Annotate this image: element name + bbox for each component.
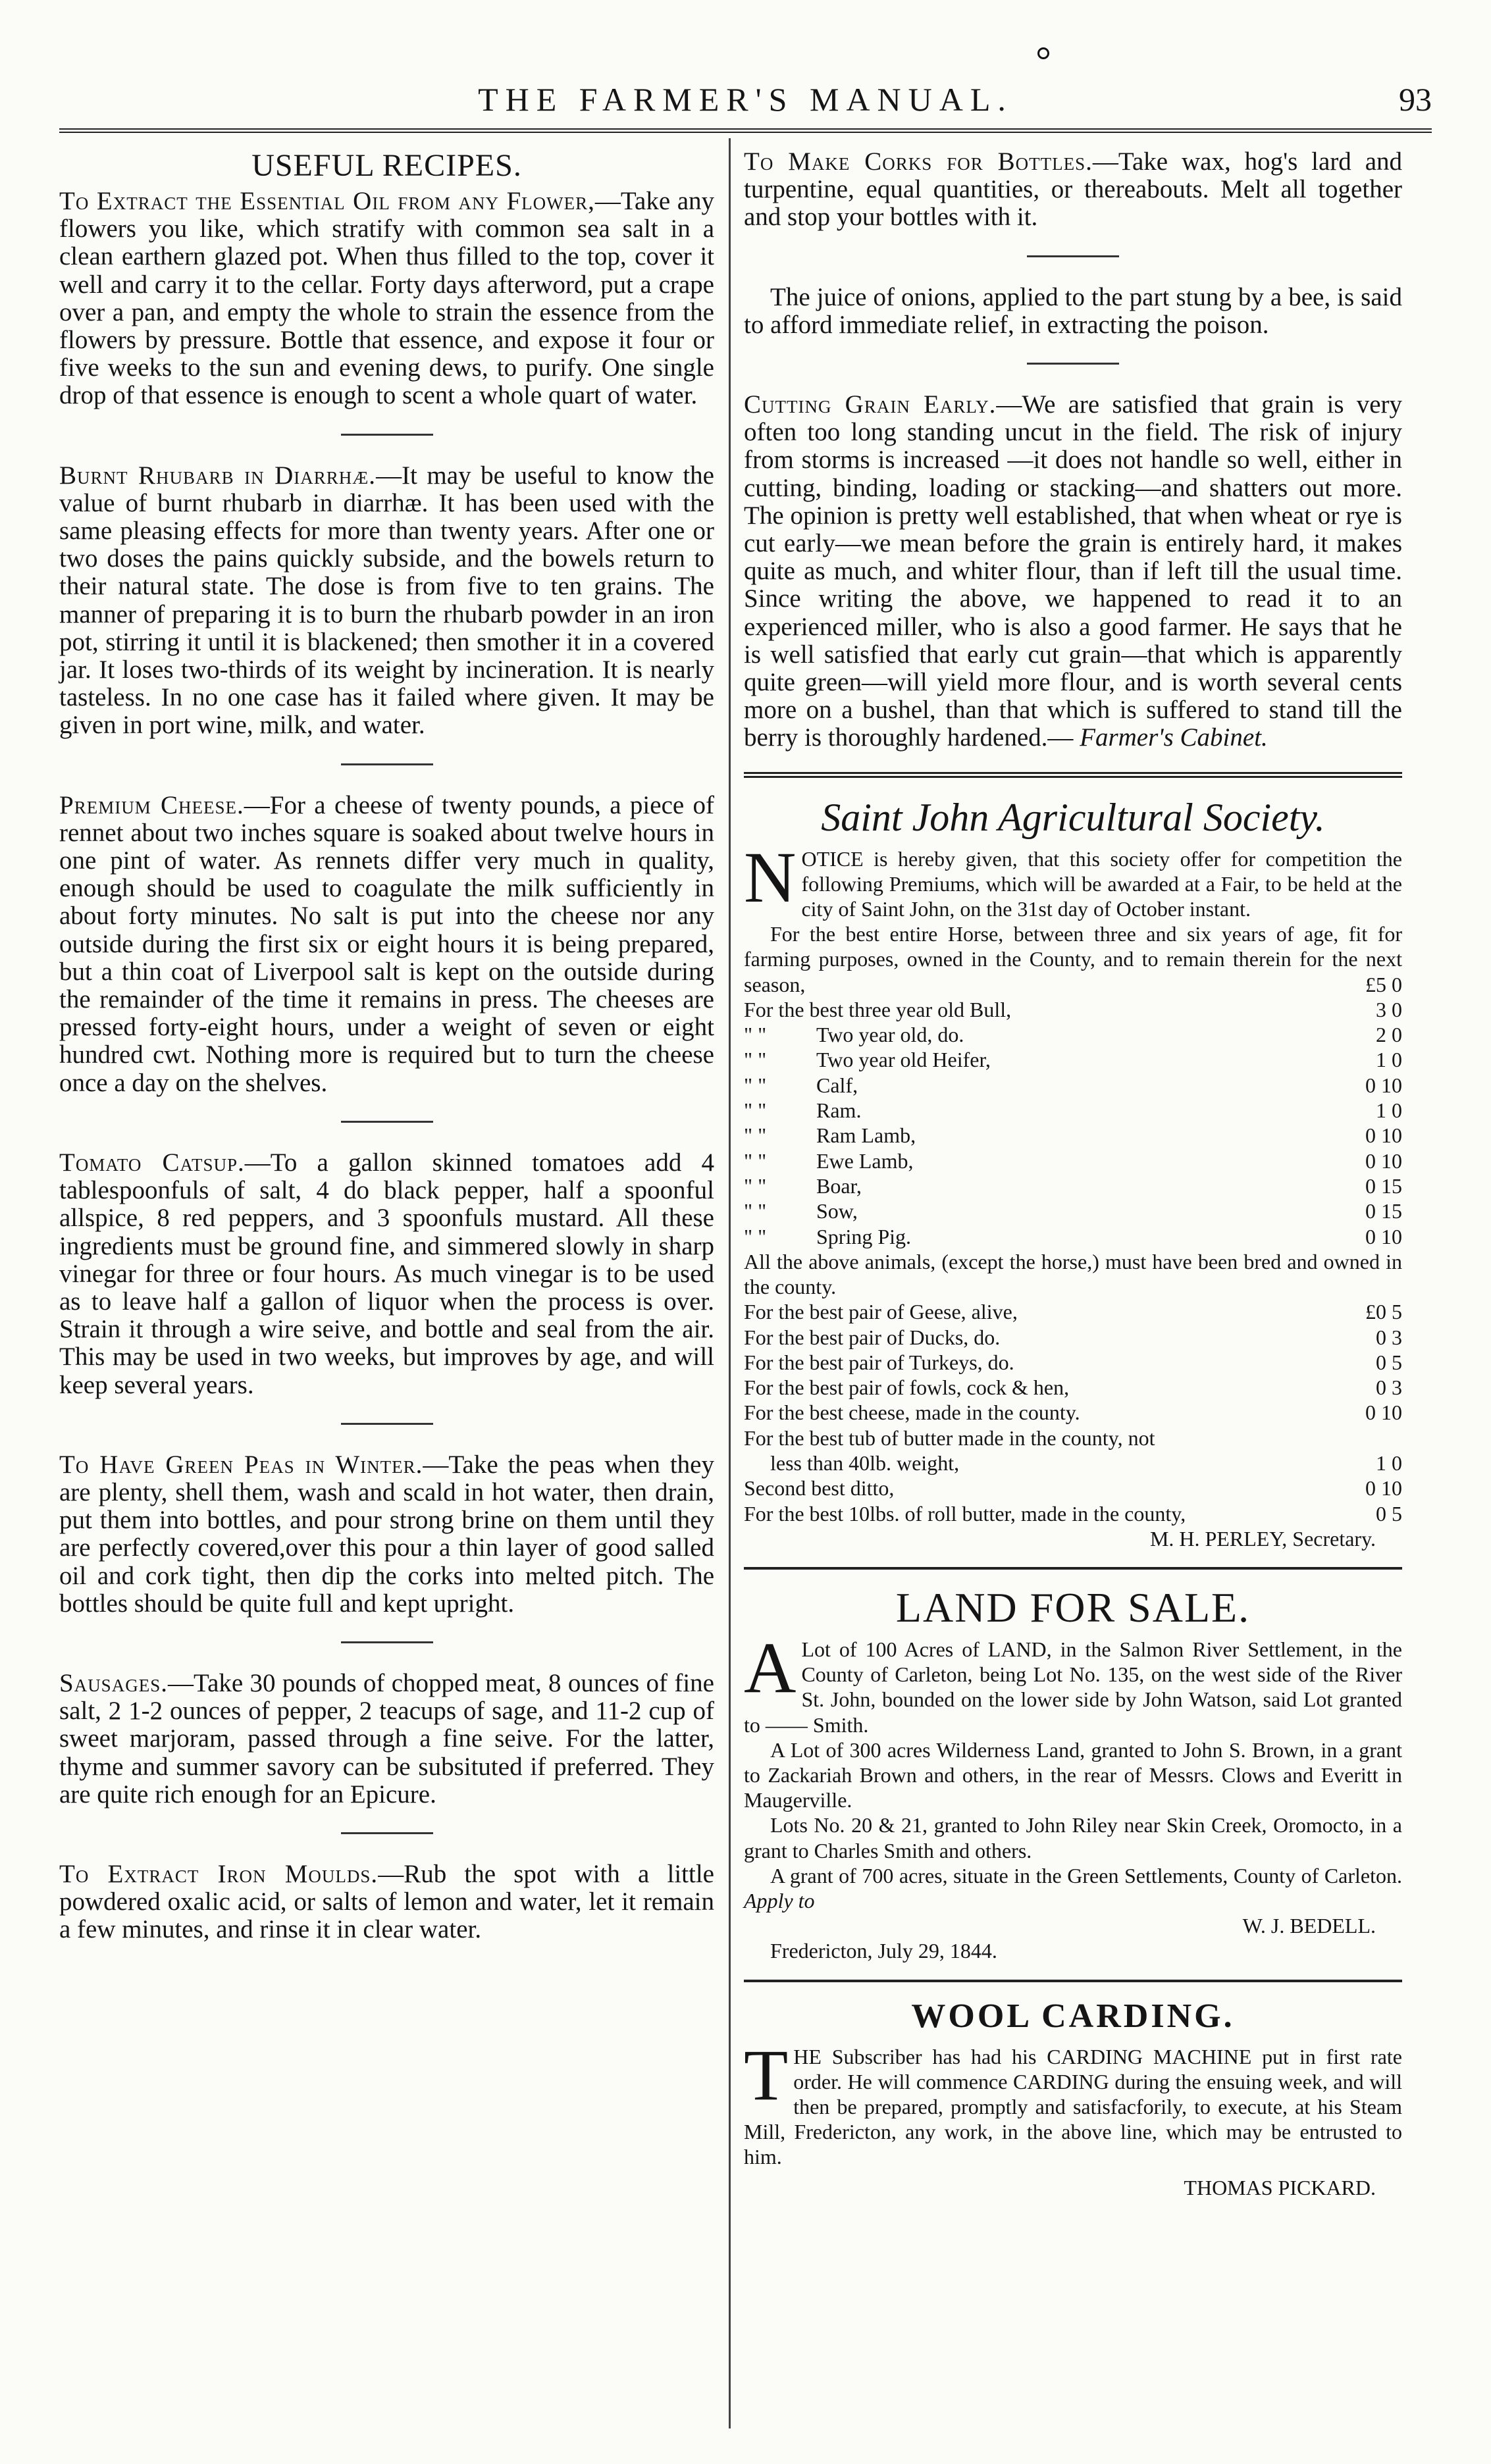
society-signature: M. H. PERLEY, Secretary.	[1149, 1526, 1376, 1551]
article-heading: Tomato Catsup.	[59, 1148, 245, 1177]
separator	[1027, 363, 1119, 365]
prize-amount: 1 0	[1376, 1098, 1402, 1123]
article-heading: To Make Corks for Bottles.	[744, 147, 1093, 176]
article-cutting-grain	[744, 391, 1402, 752]
prize-desc: Second best ditto,	[744, 1476, 895, 1501]
article-iron-moulds	[59, 1861, 714, 1944]
society-intro	[744, 836, 1402, 922]
wool-title: WOOL CARDING.	[911, 1997, 1235, 2035]
article-heading: Burnt Rhubarb in Diarrhæ.	[59, 461, 377, 490]
prize-row	[744, 1022, 1402, 1047]
separator	[341, 1832, 433, 1834]
prize-row	[744, 1047, 1402, 1072]
prize-desc: For the best pair of Geese, alive,	[744, 1300, 1018, 1324]
land-lot-3: Lots No. 20 & 21, granted to John Riley near Skin Creek, Oromocto, in a grant to Charles Smith and others.	[744, 1813, 1402, 1862]
apply-to: Apply to	[744, 1888, 815, 1912]
land-lot-1	[744, 1627, 1402, 1737]
prize-amount: 0 10	[1365, 1148, 1402, 1173]
prize-amount: 1 0	[1376, 1048, 1402, 1072]
article-heading: To Extract the Essential Oil from any Flower,	[59, 187, 595, 215]
prize-desc: Ram.	[816, 1098, 862, 1123]
society-note	[744, 1249, 1402, 1299]
section-rule	[744, 772, 1402, 778]
ditto-mark: " "	[744, 1224, 767, 1248]
land-lot-4	[744, 1863, 1402, 1913]
prize-list	[744, 997, 1402, 1249]
prize-row	[744, 1450, 1402, 1476]
prize-desc: Calf,	[816, 1073, 858, 1097]
prize-row	[744, 1224, 1402, 1249]
prize-amount: 0 10	[1365, 1123, 1402, 1148]
page-header	[59, 80, 1432, 120]
separator	[1027, 255, 1119, 257]
article-body: —Take any flowers you like, which stratify with common sea salt in a clean earthern glazed pot. When thus filled to the top, cover it well and carry it to the cellar. Forty days afterword, put a crape over a pan, and empty the whole to strain the essence from the flowers by pressure. Bottle that essence, and expose it four or five weeks to the sun and evening dews, to purify. One single drop of that essence is enough to scent a whole quart of water.	[59, 187, 715, 410]
article-body: —Take the peas when they are plenty, shell them, wash and scald in hot water, then drain, put them into bottles, and pour strong brine on them until they are perfectly covered,over this pour a thin layer of good salled oil and cork tight, then dip the corks into melted pitch. The bottles should be quite full and kept upright.	[59, 1450, 714, 1618]
animals-note: All the above animals, (except the horse,) must have been bred and owned in the county.	[744, 1249, 1402, 1299]
ditto-mark: " "	[744, 1123, 767, 1148]
prize-row	[744, 1375, 1402, 1400]
prize-amount: 0 5	[1376, 1501, 1402, 1526]
prize-amount: 0 3	[1376, 1325, 1402, 1349]
prize-amount: 1 0	[1376, 1451, 1402, 1476]
prize-desc: Ram Lamb,	[816, 1123, 916, 1148]
society-body	[744, 836, 1402, 997]
prize-desc: For the best three year old Bull,	[744, 997, 1012, 1021]
dropcap: T	[744, 2034, 789, 2115]
prize-row	[744, 1299, 1402, 1324]
prize-row	[744, 1123, 1402, 1148]
section-title: USEFUL RECIPES.	[251, 148, 522, 183]
land-text: Lot of 100 Acres of LAND, in the Salmon River Settlement, in the County of Carleton, being Lot No. 135, on the west side of the River St. John, bounded on the lower side by John Watson, said Lot granted to —— Smith.	[744, 1637, 1402, 1737]
article-heading: To Have Green Peas in Winter.	[59, 1450, 423, 1479]
header-rule	[59, 128, 1432, 133]
prize-desc: For the best cheese, made in the county.	[744, 1400, 1080, 1425]
wool-carding	[744, 1995, 1402, 2200]
column-divider	[729, 138, 731, 2428]
article-onion-juice: The juice of onions, applied to the part stung by a bee, is said to afford immediate relief, in extracting the poison.	[744, 282, 1402, 339]
running-title: THE FARMER'S MANUAL.	[478, 81, 1013, 118]
society-notice	[744, 794, 1402, 1551]
intro-text: OTICE is hereby given, that this society offer for competition the following Premiums, which will be awarded at a Fair, to be held at the city of Saint John, on the 31st day of October instant.	[801, 846, 1402, 921]
article-heading: To Extract Iron Moulds.	[59, 1859, 379, 1888]
wool-signer: THOMAS PICKARD.	[1184, 2175, 1376, 2199]
prize-row	[744, 1350, 1402, 1375]
separator	[341, 1423, 433, 1425]
page-number: 93	[1399, 81, 1432, 118]
prize-amount: £0 5	[1365, 1300, 1402, 1324]
section-rule	[744, 1980, 1402, 1982]
left-column	[59, 148, 714, 1944]
wool-body	[744, 2034, 1402, 2200]
article-source: Farmer's Cabinet.	[1080, 723, 1268, 752]
prize-desc: Ewe Lamb,	[816, 1148, 914, 1173]
separator	[341, 1121, 433, 1123]
right-column	[744, 148, 1402, 2200]
wool-notice: HE Subscriber has had his CARDING MACHINE put in first rate order. He will commence CARDING during the ensuing week, and will then be prepared, promptly and satisfacforily, to execute, at his Steam Mill, Fredericton, any work, in the above line, which may be entrusted to him.	[744, 2044, 1402, 2169]
article-essential-oil	[59, 188, 714, 410]
separator	[341, 434, 433, 436]
land-for-sale	[744, 1583, 1402, 1964]
prize-amount: 0 10	[1365, 1224, 1402, 1248]
article-burnt-rhubarb	[59, 462, 714, 740]
prize-row	[744, 1325, 1402, 1350]
prize-desc: For the best entire Horse, between three and six years of age, fit for farming purposes, owned in the County, and to remain therein for the next season,	[744, 922, 1402, 996]
separator	[341, 1641, 433, 1643]
ditto-mark: " "	[744, 1148, 767, 1173]
prize-desc: Spring Pig.	[816, 1224, 912, 1248]
ditto-mark: " "	[744, 1048, 767, 1072]
prize-amount: £5 0	[1365, 972, 1402, 996]
prize-desc: For the best pair of Ducks, do.	[744, 1325, 1001, 1349]
prize-desc: Boar,	[816, 1173, 862, 1198]
article-body: —Take 30 pounds of chopped meat, 8 ounces of fine salt, 2 1-2 ounces of pepper, 2 teacups of sage, and 11-2 cup of sweet marjoram, passed through a fine seive. For the latter, thyme and summer savory can be subsituted if preferred. They are quite rich enough for an Epicure.	[59, 1668, 714, 1809]
prize-amount: 0 10	[1365, 1073, 1402, 1097]
prize-row	[744, 1400, 1402, 1425]
prize-list-2	[744, 1299, 1402, 1425]
article-body: —Take wax, hog's lard and turpentine, equal quantities, or thereabouts. Melt all together and stop your bottles with it.	[744, 147, 1403, 232]
section-rule	[744, 1567, 1402, 1570]
article-premium-cheese	[59, 792, 714, 1097]
ditto-mark: " "	[744, 1098, 767, 1123]
ditto-mark: " "	[744, 1073, 767, 1097]
prize-row	[744, 1148, 1402, 1173]
dropcap: N	[744, 836, 797, 917]
prize-desc: Sow,	[816, 1199, 858, 1223]
article-green-peas	[59, 1451, 714, 1618]
print-mark	[1037, 47, 1049, 59]
article-body: —For a cheese of twenty pounds, a piece of rennet about two inches square is soaked about twelve hours in one pint of water. As rennets differ very much in quality, enough should be used to coagulate the milk sufficiently in about forty minutes. No salt is put into the cheese nor any outside during the first six or eight hours it is being prepared, but a thin coat of Liverpool salt is kept on the outside during the remainder of the time it remains in press. The cheeses are pressed forty-eight hours, under a weight of seven or eight hundred cwt. Nothing more is required but to turn the cheese once a day on the shelves.	[59, 790, 715, 1097]
prize-amount: 0 5	[1376, 1350, 1402, 1374]
prize-amount: 0 3	[1376, 1375, 1402, 1400]
article-tomato-catsup	[59, 1149, 714, 1399]
prize-desc: For the best pair of Turkeys, do.	[744, 1350, 1014, 1374]
ditto-mark: " "	[744, 1199, 767, 1223]
prize-row	[744, 1425, 1402, 1450]
wool-text	[744, 2034, 1402, 2170]
prize-desc: For the best tub of butter made in the county, not	[744, 1425, 1155, 1450]
article-body: —It may be useful to know the value of burnt rhubarb in diarrhæ. It has been used with the same pleasing effects for more than twenty years. After one or two doses the pains quickly subside, and the bowels return to their natural state. The dose is from five to ten grains. The manner of preparing it is to burn the rhubarb powder in an iron pot, stirring it until it is blackened; then smother it in a covered jar. It loses two-thirds of its weight by incineration. It is nearly tasteless. In no one case has it failed where given. It may be given in port wine, milk, and water.	[59, 461, 714, 740]
prize-desc: For the best pair of fowls, cock & hen,	[744, 1375, 1070, 1400]
article-heading: Cutting Grain Early.	[744, 390, 997, 419]
prize-row	[744, 1501, 1402, 1526]
prize-row	[744, 1073, 1402, 1098]
article-body: —We are satisfied that grain is very often too long standing uncut in the field. The risk of injury from storms is increased —it does not handle so well, either in cutting, binding, loading or stacking—and shatters out more. The opinion is pretty well established, that when wheat or rye is cut early—we mean before the grain is entirely hard, it makes quite as much, and whiter flour, than if left till the usual time. Since writing the above, we happened to read it to an experienced miller, who is also a good farmer. He says that he is well satisfied that early cut grain—that which is apparently quite green—will yield more flour, and is worth several cents more on a bushel, than that which is suffered to stand till the berry is thoroughly hardened.—	[744, 390, 1403, 752]
separator	[341, 763, 433, 765]
land-body	[744, 1627, 1402, 1964]
prize-amount: 0 10	[1365, 1400, 1402, 1425]
ditto-mark: " "	[744, 1023, 767, 1047]
land-signer: W. J. BEDELL.	[1242, 1914, 1376, 1938]
prize-row	[744, 1476, 1402, 1501]
society-title: Saint John Agricultural Society.	[821, 795, 1325, 839]
land-title: LAND FOR SALE.	[895, 1583, 1251, 1631]
prize-row	[744, 1198, 1402, 1223]
prize-amount: 3 0	[1376, 997, 1402, 1021]
land-lot-2: A Lot of 300 acres Wilderness Land, granted to John S. Brown, in a grant to Zackariah Brown and others, in the rear of Messrs. Clows and Everitt in Maugerville.	[744, 1737, 1402, 1812]
prize-desc: Two year old Heifer,	[816, 1048, 991, 1072]
article-sausages	[59, 1670, 714, 1809]
prize-row	[744, 1173, 1402, 1198]
ditto-mark: " "	[744, 1173, 767, 1198]
article-heading: Sausages.	[59, 1668, 168, 1697]
prize-amount: 0 10	[1365, 1476, 1402, 1501]
prize-amount: 0 15	[1365, 1173, 1402, 1198]
prize-row	[744, 1098, 1402, 1123]
prize-row	[744, 997, 1402, 1022]
article-body: —Rub the spot with a little powdered oxalic acid, or salts of lemon and water, let it remain a few minutes, and rinse it in clear water.	[59, 1859, 714, 1944]
prize-horse	[744, 921, 1402, 997]
prize-amount: 0 15	[1365, 1199, 1402, 1223]
land-text: A grant of 700 acres, situate in the Green Settlements, County of Carleton.	[770, 1863, 1402, 1887]
prize-desc: For the best 10lbs. of roll butter, made in the county,	[744, 1501, 1186, 1526]
dropcap: A	[744, 1627, 797, 1708]
article-corks	[744, 148, 1402, 232]
article-body: —To a gallon skinned tomatoes add 4 tablespoonfuls of salt, 4 do black pepper, half a spoonful allspice, 8 red peppers, and 3 spoonfuls mustard. All these ingredients must be ground fine, and simmered slowly in sharp vinegar for three or four hours. As much vinegar is to be used as to leave half a gallon of liquor when the process is over. Strain it through a wire seive, and bottle and seal from the air. This may be used in two weeks, but improves by age, and will keep several years.	[59, 1148, 714, 1399]
article-heading: Premium Cheese.	[59, 790, 244, 819]
prize-desc: Two year old, do.	[816, 1023, 964, 1047]
prize-desc: less than 40lb. weight,	[770, 1451, 960, 1476]
land-dateline: Fredericton, July 29, 1844.	[770, 1939, 997, 1963]
prize-amount: 2 0	[1376, 1023, 1402, 1047]
